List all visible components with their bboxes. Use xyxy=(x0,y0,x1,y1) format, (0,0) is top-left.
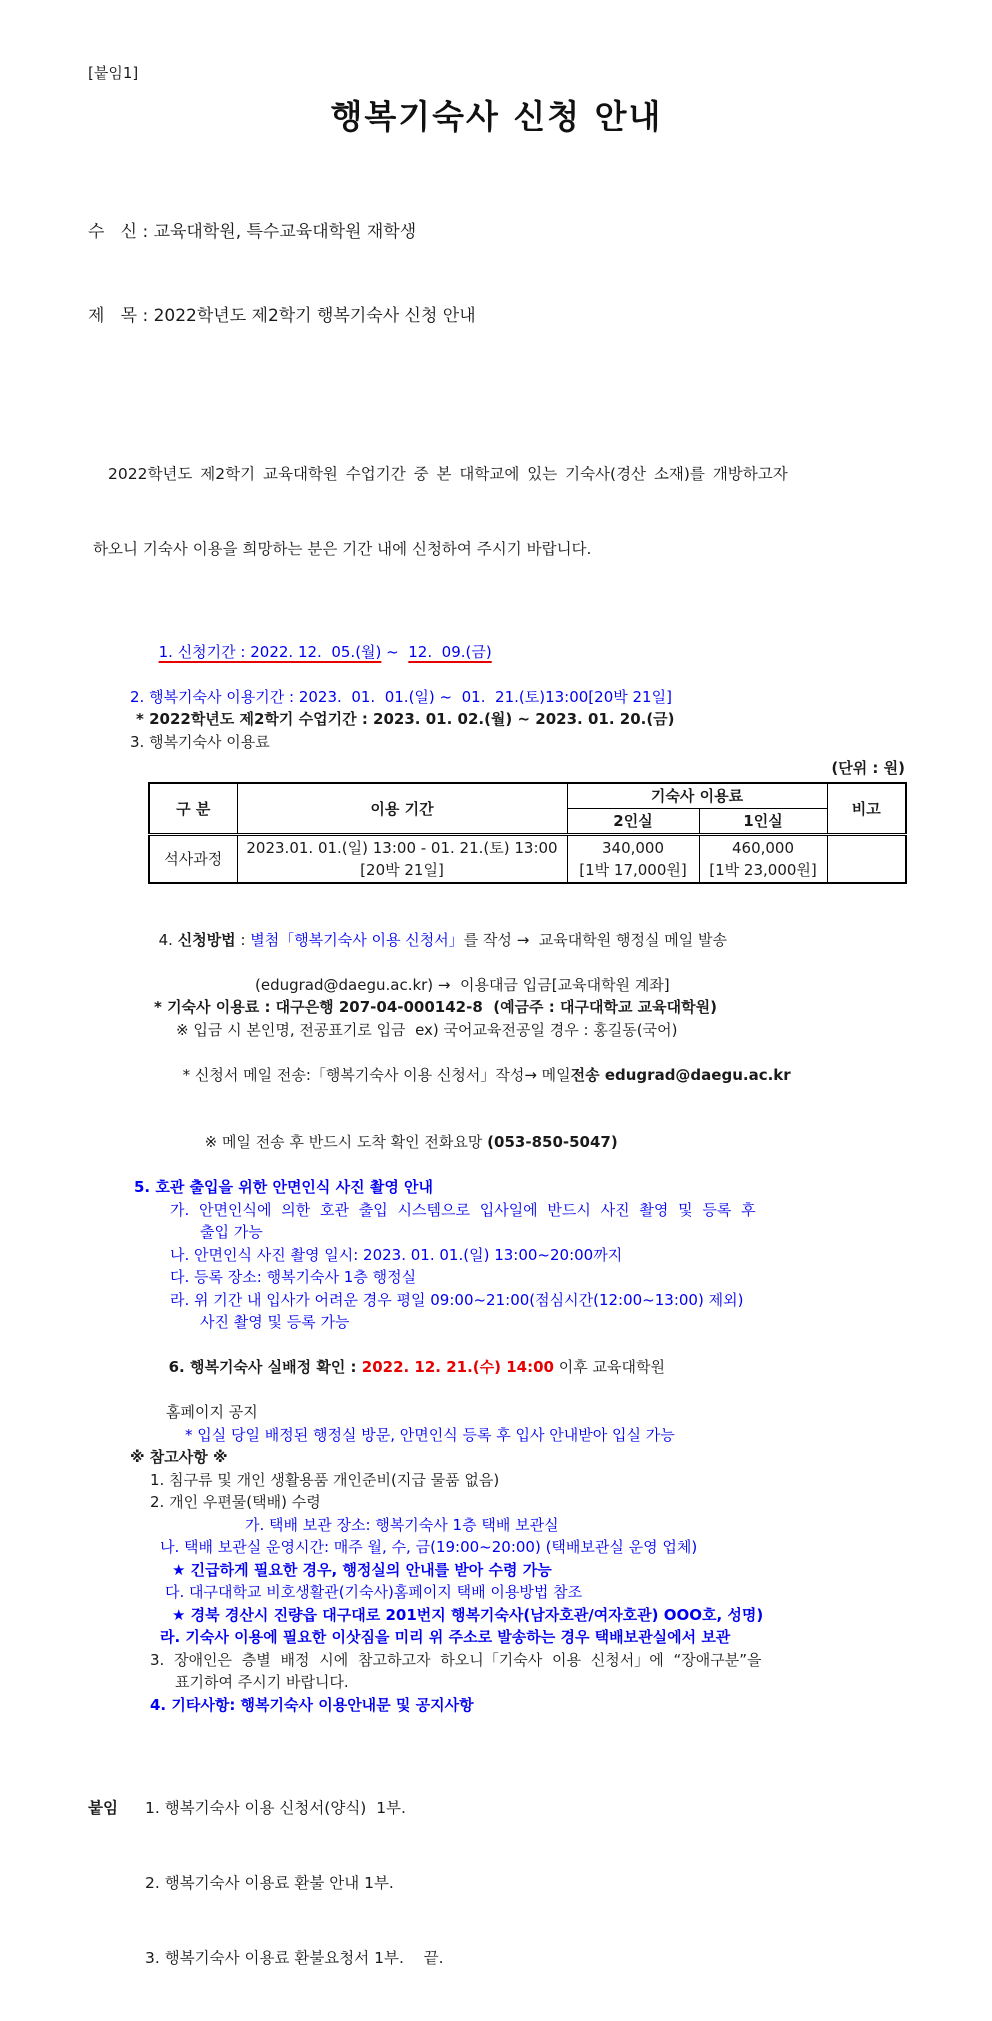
bank-account-line: * 기숙사 이용료 : 대구은행 207-04-000142-8 (예금주 : 대구대학교 교육대학원) xyxy=(154,998,717,1016)
face-recog-ra-line1: 라. 위 기간 내 입사가 어려운 경우 평일 09:00~21:00(점심시간(12:00~13:00) 제외) xyxy=(170,1290,744,1309)
parcel-urgent-note: ★ 긴급하게 필요한 경우, 행정실의 안내를 받아 수령 가능 xyxy=(172,1560,552,1579)
disability-note-line2: 표기하여 주시기 바랍니다. xyxy=(175,1673,349,1691)
attachment-item-1: 1. 행복기숙사 이용 신청서(양식) 1부. xyxy=(145,1799,406,1817)
apply-method-form-name: 별첨「행복기숙사 이용 신청서」 xyxy=(250,930,464,949)
apply-period-part1: 1. 신청기간 : 2022. 12. 05.(월) xyxy=(158,642,382,661)
item-apply-period xyxy=(88,618,905,686)
numbered-list xyxy=(88,618,905,753)
attachments-label: 붙임 xyxy=(88,1799,118,1817)
cell-note xyxy=(827,835,906,884)
face-recog-na: 나. 안면인식 사진 촬영 일시: 2023. 01. 01.(일) 13:00~20:00까지 xyxy=(170,1245,623,1264)
cell-period-line2: [20박 21일] xyxy=(360,861,444,879)
fee-table-header-row-1 xyxy=(149,783,906,809)
intro-paragraph xyxy=(88,412,905,612)
reference-item-mail: 2. 개인 우편물(택배) 수령 xyxy=(150,1493,321,1511)
cell-period xyxy=(237,835,567,884)
reference-item-bedding: 1. 침구류 및 개인 생활용품 개인준비(지급 물품 없음) xyxy=(150,1470,500,1489)
face-recog-ga-line1: 가. 안면인식에 의한 호관 출입 시스템으로 입사일에 반드시 사진 촬영 및 등록 후 xyxy=(170,1200,756,1219)
intro-line-1: 2022학년도 제2학기 교육대학원 수업기간 중 본 대학교에 있는 기숙사(경산 소재)를 개방하고자 xyxy=(108,465,788,483)
col-header-double-room: 2인실 xyxy=(567,809,699,835)
section-face-recognition xyxy=(88,1176,905,1334)
assignment-rest: 이후 교육대학원 xyxy=(553,1358,665,1376)
face-recog-ga-line2: 출입 가능 xyxy=(200,1223,263,1241)
attachment-row-3 xyxy=(88,1946,905,1971)
apply-method-no: 4. xyxy=(158,930,178,949)
face-recog-da: 다. 등록 장소: 행복기숙사 1층 행정실 xyxy=(170,1268,417,1286)
disability-note-line1: 3. 장애인은 층별 배정 시에 참고하고자 하오니「기숙사 이용 신청서」에 “장애구분”을 xyxy=(150,1650,762,1669)
fee-table xyxy=(148,782,907,884)
page-title: 행복기숙사 신청 안내 xyxy=(330,97,663,136)
parcel-storage-location: 가. 택배 보관 장소: 행복기숙사 1층 택배 보관실 xyxy=(245,1515,559,1534)
cell-fee-single-pernight: [1박 23,000원] xyxy=(709,861,817,879)
reference-item-etc: 4. 기타사항: 행복기숙사 이용안내문 및 공지사항 xyxy=(150,1695,474,1714)
col-header-note: 비고 xyxy=(827,783,906,835)
col-header-gubun: 구 분 xyxy=(149,783,237,835)
item-class-period-note: * 2022학년도 제2학기 수업기간 : 2023. 01. 02.(월) ~ 2023. 01. 20.(금) xyxy=(136,710,675,728)
col-header-fee-group: 기숙사 이용료 xyxy=(567,783,827,809)
subject-line: 제 목 : 2022학년도 제2학기 행복기숙사 신청 안내 xyxy=(88,306,476,326)
meta-block xyxy=(88,162,905,386)
section-reference xyxy=(88,1446,905,1716)
apply-method-label: 신청방법 xyxy=(177,930,236,949)
section-room-assignment xyxy=(88,1334,905,1447)
parcel-pre-shipping-note: 라. 기숙사 이용에 필요한 이삿짐을 미리 위 주소로 발송하는 경우 택배보관실에서 보관 xyxy=(160,1628,731,1646)
parcel-storage-hours: 나. 택배 보관실 운영시간: 매주 월, 수, 금(19:00~20:00) (택배보관실 운영 업체) xyxy=(160,1538,698,1556)
apply-period-sep: ~ xyxy=(381,642,409,661)
apply-method-line2: (edugrad@daegu.ac.kr) → 이용대금 입금[교육대학원 계좌] xyxy=(255,975,670,994)
face-recog-title: 5. 호관 출입을 위한 안면인식 사진 촬영 안내 xyxy=(134,1178,434,1196)
recipient-line: 수 신 : 교육대학원, 특수교육대학원 재학생 xyxy=(88,222,417,242)
section-apply-method xyxy=(88,906,905,1176)
item-use-period: 2. 행복기숙사 이용기간 : 2023. 01. 01.(일) ~ 01. 21.(토)13:00[20박 21일] xyxy=(130,687,672,706)
attachment-item-2: 2. 행복기숙사 이용료 환불 안내 1부. xyxy=(145,1874,394,1892)
parcel-address-note: ★ 경북 경산시 진량읍 대구대로 201번지 행복기숙사(남자호관/여자호관) OOO호, 성명) xyxy=(172,1605,764,1624)
cell-fee-double-pernight: [1박 17,000원] xyxy=(579,861,687,879)
apply-method-rest: 를 작성 → 교육대학원 행정실 메일 발송 xyxy=(463,930,727,949)
deposit-note-line: ※ 입금 시 본인명, 전공표기로 입금 ex) 국어교육전공일 경우 : 홍길동(국어) xyxy=(176,1020,678,1039)
cell-gubun: 석사과정 xyxy=(149,835,237,884)
attachment-item-3: 3. 행복기숙사 이용료 환불요청서 1부. 끝. xyxy=(145,1949,444,1967)
phone-confirm-regular: ※ 메일 전송 후 반드시 도착 확인 전화요망 xyxy=(204,1133,488,1151)
attachment-row-1 xyxy=(88,1796,905,1821)
apply-method-colon: : xyxy=(235,930,251,949)
phone-confirm-line xyxy=(88,1109,905,1177)
col-header-period: 이용 기간 xyxy=(237,783,567,835)
phone-confirm-number: (053-850-5047) xyxy=(487,1133,618,1151)
mail-send-regular: * 신청서 메일 전송:「행복기숙사 이용 신청서」작성→ 메일 xyxy=(182,1065,571,1084)
cell-fee-double-total: 340,000 xyxy=(601,839,665,857)
assignment-label: 6. 행복기숙사 실배정 확인 : xyxy=(168,1358,362,1376)
item-fee-heading: 3. 행복기숙사 이용료 xyxy=(130,732,270,751)
apply-method-line1 xyxy=(88,906,905,974)
table-unit-note: (단위 : 원) xyxy=(831,759,905,777)
cell-fee-single-total: 460,000 xyxy=(731,839,795,857)
cell-period-line1: 2023.01. 01.(일) 13:00 - 01. 21.(토) 13:00 xyxy=(246,839,558,857)
face-recog-ra-line2: 사진 촬영 및 등록 가능 xyxy=(200,1313,350,1331)
cell-fee-double xyxy=(567,835,699,884)
reference-title: ※ 참고사항 ※ xyxy=(130,1448,228,1466)
attachments-block xyxy=(88,1746,905,2021)
apply-period-part2: 12. 09.(금) xyxy=(408,642,492,661)
col-header-single-room: 1인실 xyxy=(699,809,827,835)
assignment-line2: 홈페이지 공지 xyxy=(166,1403,258,1421)
assignment-line1 xyxy=(88,1334,905,1402)
intro-line-2: 하오니 기숙사 이용을 희망하는 분은 기간 내에 신청하여 주시기 바랍니다. xyxy=(93,540,592,558)
parcel-homepage-ref: 다. 대구대학교 비호생활관(기숙사)홈페이지 택배 이용방법 참조 xyxy=(165,1583,583,1601)
attachment-tag: [붙임1] xyxy=(88,64,139,82)
mail-send-line xyxy=(88,1041,905,1109)
cell-fee-single xyxy=(699,835,827,884)
attachment-row-2 xyxy=(88,1871,905,1896)
assignment-star-note: * 입실 당일 배정된 행정실 방문, 안면인식 등록 후 입사 안내받아 입실 가능 xyxy=(185,1425,675,1444)
table-row xyxy=(149,835,906,884)
assignment-date: 2022. 12. 21.(수) 14:00 xyxy=(361,1358,554,1376)
mail-send-bold: 전송 edugrad@daegu.ac.kr xyxy=(570,1065,791,1084)
